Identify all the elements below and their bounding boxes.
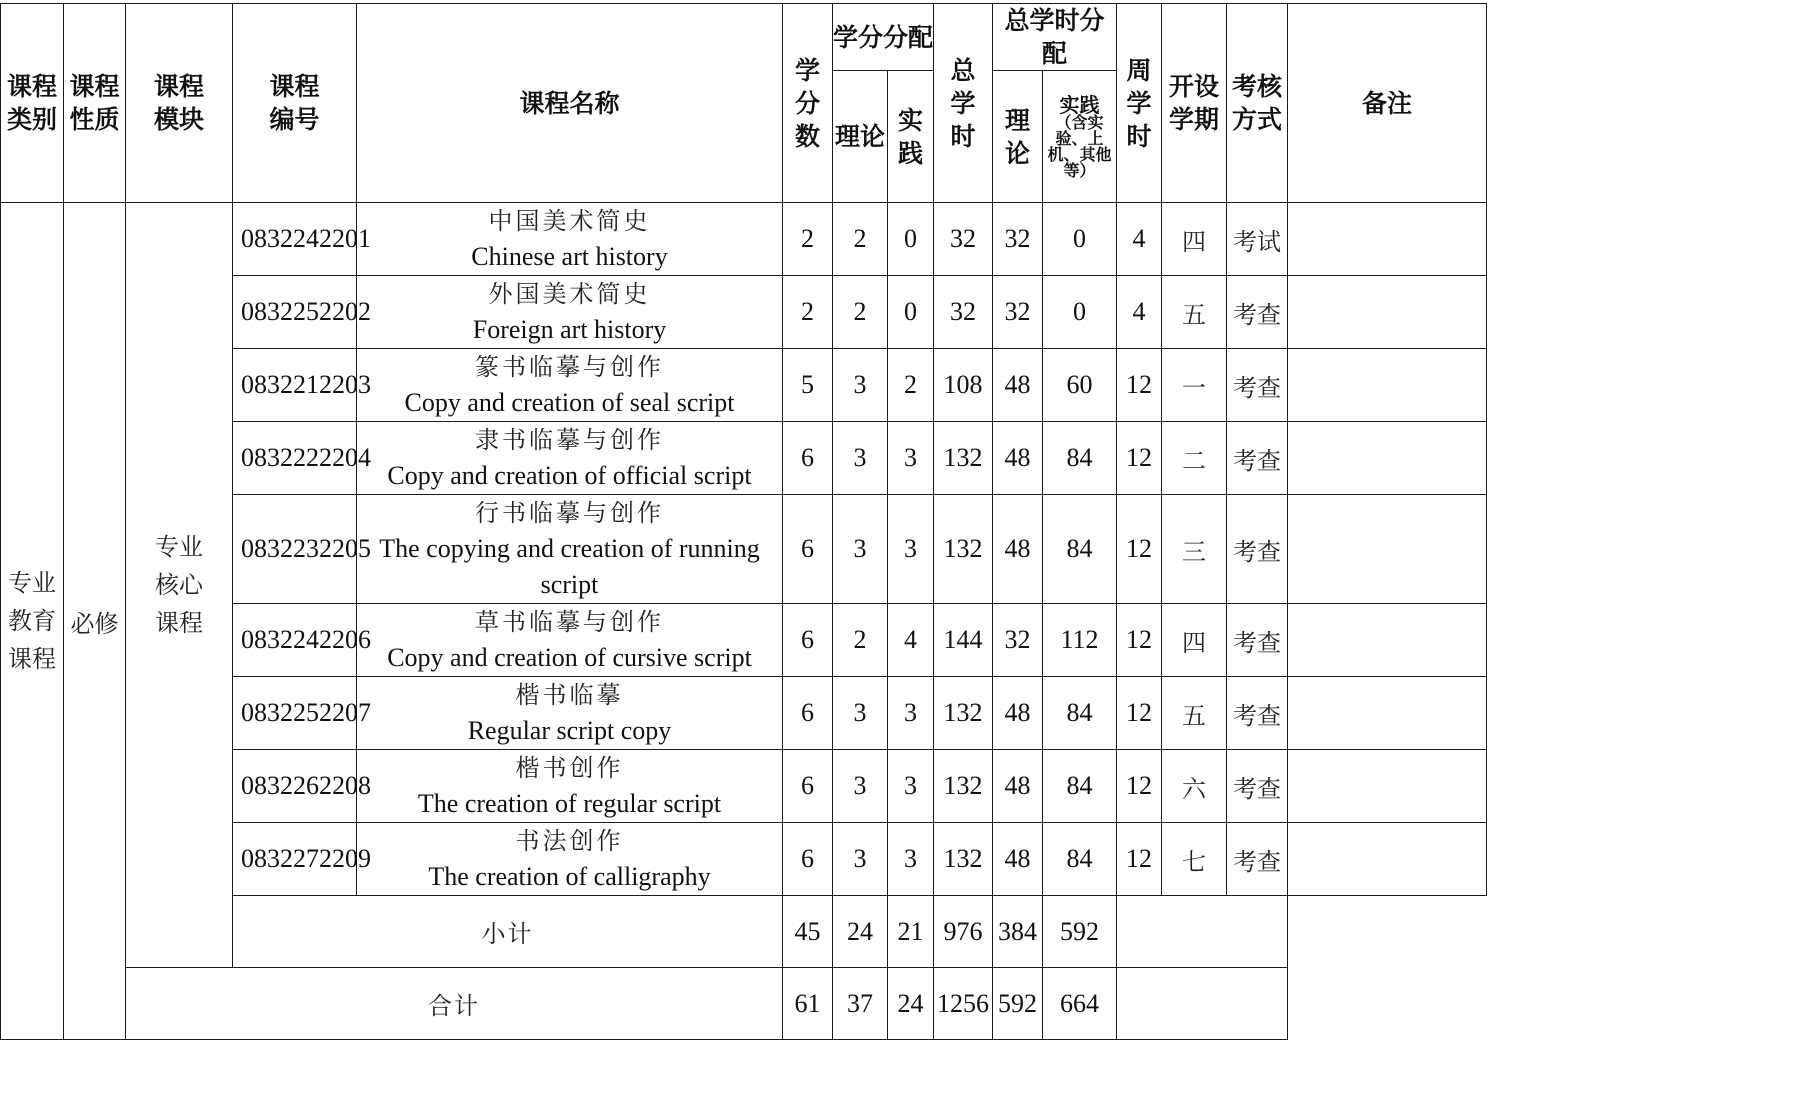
course-credits: 6 bbox=[783, 823, 833, 896]
subtotal-hours-theory: 384 bbox=[993, 896, 1043, 968]
course-name bbox=[357, 495, 783, 604]
course-remarks bbox=[1288, 750, 1487, 823]
course-name bbox=[357, 349, 783, 422]
course-total-hours: 132 bbox=[934, 677, 993, 750]
course-weekly-hours: 12 bbox=[1117, 604, 1162, 677]
subtotal-credits: 45 bbox=[783, 896, 833, 968]
header-credit-practice: 实 践 bbox=[888, 71, 934, 203]
course-weekly-hours: 12 bbox=[1117, 823, 1162, 896]
course-assessment: 考查 bbox=[1227, 604, 1288, 677]
subtotal-hours-practice: 592 bbox=[1043, 896, 1117, 968]
total-label: 合计 bbox=[126, 968, 783, 1040]
course-semester: 七 bbox=[1162, 823, 1227, 896]
course-name bbox=[357, 677, 783, 750]
course-assessment: 考查 bbox=[1227, 677, 1288, 750]
course-table bbox=[0, 3, 1487, 1040]
course-code: 0832212203 bbox=[233, 349, 357, 422]
course-code: 0832232205 bbox=[233, 495, 357, 604]
course-total-hours: 144 bbox=[934, 604, 993, 677]
course-credit-theory: 2 bbox=[833, 604, 888, 677]
course-credits: 5 bbox=[783, 349, 833, 422]
course-name-en: Copy and creation of official script bbox=[387, 461, 752, 490]
header-credits: 学 分 数 bbox=[783, 4, 833, 203]
course-category bbox=[1, 203, 64, 1040]
course-name-en: Copy and creation of cursive script bbox=[387, 643, 752, 672]
header-name: 课程名称 bbox=[357, 4, 783, 203]
course-name bbox=[357, 604, 783, 677]
course-hours-theory: 48 bbox=[993, 495, 1043, 604]
course-module-line: 专业 bbox=[155, 533, 203, 561]
course-total-hours: 32 bbox=[934, 203, 993, 276]
total-hours-practice: 664 bbox=[1043, 968, 1117, 1040]
course-remarks bbox=[1288, 823, 1487, 896]
total-credit-theory: 37 bbox=[833, 968, 888, 1040]
total-credits: 61 bbox=[783, 968, 833, 1040]
header-semester: 开设 学期 bbox=[1162, 4, 1227, 203]
header-hours-split: 总学时分配 bbox=[993, 4, 1117, 71]
course-name-zh: 行书临摹与创作 bbox=[475, 499, 664, 527]
subtotal-credit-theory: 24 bbox=[833, 896, 888, 968]
course-name-en: The copying and creation of running script bbox=[379, 534, 760, 599]
course-remarks bbox=[1288, 495, 1487, 604]
course-row bbox=[1, 203, 1487, 276]
course-semester: 三 bbox=[1162, 495, 1227, 604]
course-remarks bbox=[1288, 677, 1487, 750]
course-remarks bbox=[1288, 203, 1487, 276]
course-code: 0832252202 bbox=[233, 276, 357, 349]
course-assessment: 考查 bbox=[1227, 823, 1288, 896]
course-credit-theory: 2 bbox=[833, 276, 888, 349]
course-hours-practice: 0 bbox=[1043, 276, 1117, 349]
total-hours-theory: 592 bbox=[993, 968, 1043, 1040]
course-hours-practice: 60 bbox=[1043, 349, 1117, 422]
course-weekly-hours: 4 bbox=[1117, 276, 1162, 349]
course-name bbox=[357, 823, 783, 896]
course-hours-theory: 48 bbox=[993, 823, 1043, 896]
subtotal-remarks bbox=[1288, 896, 1487, 968]
course-credit-practice: 0 bbox=[888, 203, 934, 276]
course-weekly-hours: 12 bbox=[1117, 495, 1162, 604]
course-semester: 二 bbox=[1162, 422, 1227, 495]
course-name-en: The creation of regular script bbox=[417, 789, 722, 818]
course-credits: 6 bbox=[783, 495, 833, 604]
course-semester: 五 bbox=[1162, 276, 1227, 349]
course-assessment: 考试 bbox=[1227, 203, 1288, 276]
header-assessment: 考核 方式 bbox=[1227, 4, 1288, 203]
course-code: 0832242201 bbox=[233, 203, 357, 276]
header-module: 课程 模块 bbox=[126, 4, 233, 203]
course-name-en: Copy and creation of seal script bbox=[404, 388, 735, 417]
course-name bbox=[357, 750, 783, 823]
header-total-hours: 总 学 时 bbox=[934, 4, 993, 203]
course-remarks bbox=[1288, 422, 1487, 495]
course-weekly-hours: 12 bbox=[1117, 677, 1162, 750]
course-hours-theory: 48 bbox=[993, 750, 1043, 823]
header-credit-theory: 理论 bbox=[833, 71, 888, 203]
course-code: 0832252207 bbox=[233, 677, 357, 750]
course-name-zh: 楷书创作 bbox=[515, 754, 624, 782]
course-semester: 六 bbox=[1162, 750, 1227, 823]
course-name-zh: 楷书临摹 bbox=[515, 681, 624, 709]
total-row bbox=[1, 968, 1487, 1040]
subtotal-blank bbox=[1117, 896, 1288, 968]
course-credit-practice: 3 bbox=[888, 422, 934, 495]
course-credit-practice: 3 bbox=[888, 750, 934, 823]
course-remarks bbox=[1288, 349, 1487, 422]
course-total-hours: 132 bbox=[934, 823, 993, 896]
course-name-zh: 草书临摹与创作 bbox=[475, 608, 664, 636]
course-module-line: 课程 bbox=[155, 609, 203, 637]
course-credit-theory: 3 bbox=[833, 422, 888, 495]
course-assessment: 考查 bbox=[1227, 495, 1288, 604]
course-hours-practice: 84 bbox=[1043, 750, 1117, 823]
course-category-line: 课程 bbox=[8, 645, 56, 673]
course-name-en: Chinese art history bbox=[471, 242, 668, 271]
course-weekly-hours: 12 bbox=[1117, 349, 1162, 422]
course-semester: 五 bbox=[1162, 677, 1227, 750]
course-name-zh: 外国美术简史 bbox=[488, 280, 651, 308]
course-hours-practice: 0 bbox=[1043, 203, 1117, 276]
course-credit-practice: 3 bbox=[888, 677, 934, 750]
course-nature: 必修 bbox=[64, 203, 126, 1040]
course-hours-theory: 48 bbox=[993, 422, 1043, 495]
course-name bbox=[357, 203, 783, 276]
header-credit-split: 学分分配 bbox=[833, 4, 934, 71]
course-credit-theory: 3 bbox=[833, 823, 888, 896]
course-hours-practice: 84 bbox=[1043, 422, 1117, 495]
course-credit-practice: 0 bbox=[888, 276, 934, 349]
course-total-hours: 32 bbox=[934, 276, 993, 349]
course-hours-practice: 84 bbox=[1043, 823, 1117, 896]
course-credit-theory: 3 bbox=[833, 750, 888, 823]
course-remarks bbox=[1288, 276, 1487, 349]
subtotal-label: 小计 bbox=[233, 896, 783, 968]
course-category-line: 教育 bbox=[8, 607, 56, 635]
course-name-zh: 篆书临摹与创作 bbox=[475, 353, 664, 381]
course-semester: 四 bbox=[1162, 604, 1227, 677]
course-weekly-hours: 12 bbox=[1117, 422, 1162, 495]
total-remarks bbox=[1288, 968, 1487, 1040]
course-remarks bbox=[1288, 604, 1487, 677]
course-name-en: Foreign art history bbox=[472, 315, 667, 344]
header-nature: 课程 性质 bbox=[64, 4, 126, 203]
header-remarks: 备注 bbox=[1288, 4, 1487, 203]
course-weekly-hours: 4 bbox=[1117, 203, 1162, 276]
course-assessment: 考查 bbox=[1227, 349, 1288, 422]
course-hours-theory: 32 bbox=[993, 203, 1043, 276]
header-weekly-hours: 周 学 时 bbox=[1117, 4, 1162, 203]
course-credit-practice: 3 bbox=[888, 495, 934, 604]
course-total-hours: 108 bbox=[934, 349, 993, 422]
subtotal-credit-practice: 21 bbox=[888, 896, 934, 968]
course-credits: 2 bbox=[783, 203, 833, 276]
course-credit-theory: 3 bbox=[833, 677, 888, 750]
course-credit-practice: 4 bbox=[888, 604, 934, 677]
course-code: 0832222204 bbox=[233, 422, 357, 495]
course-name bbox=[357, 422, 783, 495]
course-weekly-hours: 12 bbox=[1117, 750, 1162, 823]
course-hours-practice: 84 bbox=[1043, 677, 1117, 750]
course-credit-theory: 2 bbox=[833, 203, 888, 276]
course-credits: 6 bbox=[783, 677, 833, 750]
course-hours-practice: 84 bbox=[1043, 495, 1117, 604]
course-assessment: 考查 bbox=[1227, 750, 1288, 823]
header-category: 课程 类别 bbox=[1, 4, 64, 203]
course-credits: 6 bbox=[783, 750, 833, 823]
course-credit-theory: 3 bbox=[833, 495, 888, 604]
header-row-1 bbox=[1, 4, 1487, 71]
course-semester: 一 bbox=[1162, 349, 1227, 422]
course-credits: 6 bbox=[783, 604, 833, 677]
header-hours-practice: 实践 （含实 验、上 机、其他 等） bbox=[1043, 71, 1117, 203]
course-semester: 四 bbox=[1162, 203, 1227, 276]
course-module-line: 核心 bbox=[155, 571, 203, 599]
header-hours-theory: 理论 bbox=[993, 71, 1043, 203]
course-code: 0832242206 bbox=[233, 604, 357, 677]
course-hours-theory: 32 bbox=[993, 604, 1043, 677]
course-name-zh: 中国美术简史 bbox=[488, 207, 651, 235]
total-credit-practice: 24 bbox=[888, 968, 934, 1040]
course-name-zh: 书法创作 bbox=[515, 827, 624, 855]
course-name bbox=[357, 276, 783, 349]
course-total-hours: 132 bbox=[934, 750, 993, 823]
header-code: 课程 编号 bbox=[233, 4, 357, 203]
course-credits: 2 bbox=[783, 276, 833, 349]
course-total-hours: 132 bbox=[934, 495, 993, 604]
course-category-line: 专业 bbox=[8, 569, 56, 597]
course-module bbox=[126, 203, 233, 968]
course-name-en: Regular script copy bbox=[467, 716, 672, 745]
course-hours-theory: 48 bbox=[993, 677, 1043, 750]
total-total-hours: 1256 bbox=[934, 968, 993, 1040]
course-hours-theory: 48 bbox=[993, 349, 1043, 422]
course-code: 0832262208 bbox=[233, 750, 357, 823]
course-assessment: 考查 bbox=[1227, 422, 1288, 495]
total-blank bbox=[1117, 968, 1288, 1040]
course-name-en: The creation of calligraphy bbox=[428, 862, 711, 891]
course-credit-practice: 2 bbox=[888, 349, 934, 422]
course-credit-practice: 3 bbox=[888, 823, 934, 896]
subtotal-total-hours: 976 bbox=[934, 896, 993, 968]
course-hours-practice: 112 bbox=[1043, 604, 1117, 677]
course-assessment: 考查 bbox=[1227, 276, 1288, 349]
course-total-hours: 132 bbox=[934, 422, 993, 495]
course-credits: 6 bbox=[783, 422, 833, 495]
course-name-zh: 隶书临摹与创作 bbox=[475, 426, 664, 454]
course-code: 0832272209 bbox=[233, 823, 357, 896]
course-credit-theory: 3 bbox=[833, 349, 888, 422]
course-hours-theory: 32 bbox=[993, 276, 1043, 349]
